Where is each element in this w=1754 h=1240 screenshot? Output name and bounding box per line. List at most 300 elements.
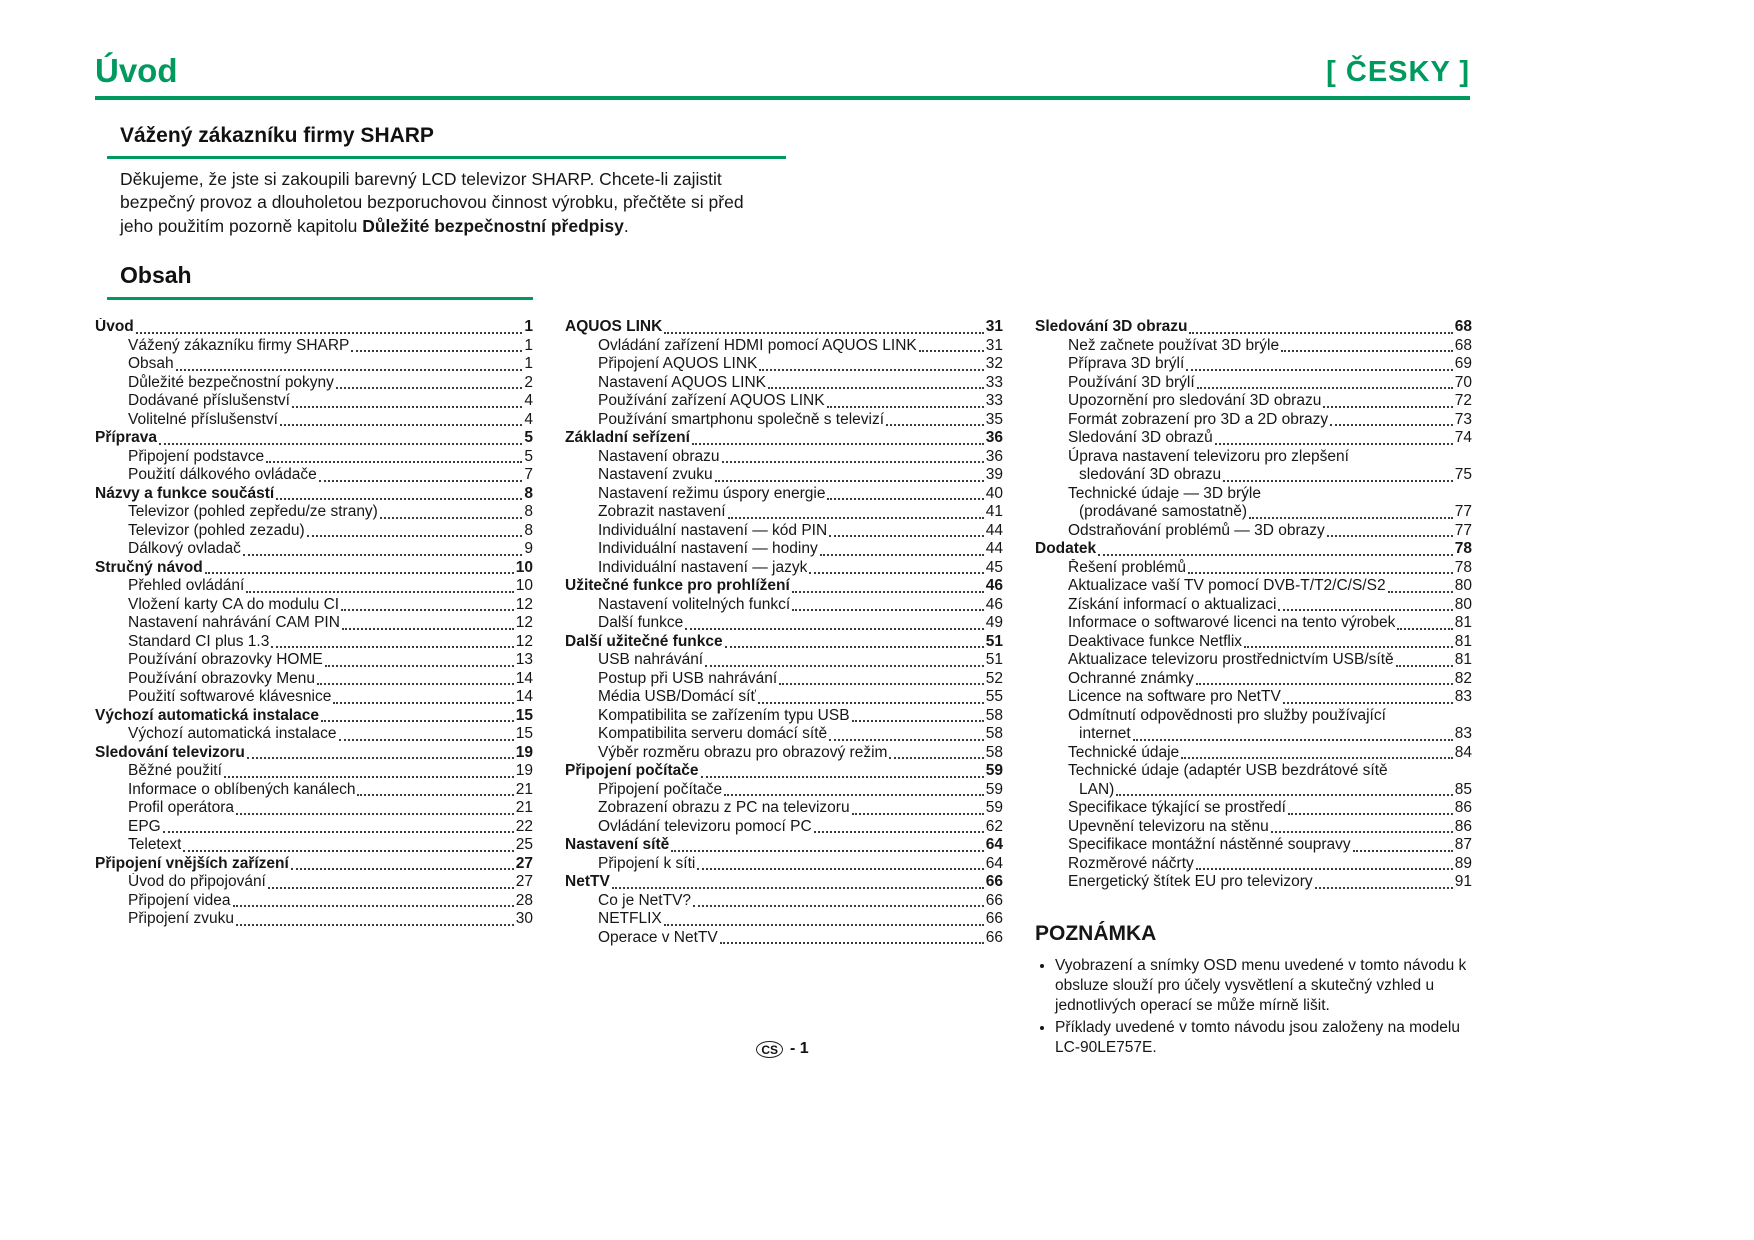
toc-page-number: 1 [524,355,533,373]
dot-leader [1197,387,1453,389]
toc-entry [95,596,533,615]
toc-page-number: 51 [985,651,1003,669]
toc-entry-label: Připojení zvuku [128,910,234,928]
dot-leader [292,406,522,408]
dot-leader [1388,591,1453,593]
toc-entry [565,670,1003,689]
toc-page-number: 44 [985,521,1003,539]
toc-underline [107,297,533,300]
toc-page-number: 40 [985,484,1003,502]
toc-page-number: 8 [524,521,533,539]
toc-page-number: 31 [985,318,1003,336]
toc-entry [565,355,1003,374]
toc-entry-label: Upevnění televizoru na stěnu [1068,817,1269,835]
toc-page-number: 69 [1454,355,1472,373]
toc-entry-label: Běžné použití [128,762,222,780]
toc-entry [565,411,1003,430]
toc-entry-label: Informace o softwarové licenci na tento výrobek [1068,614,1396,632]
toc-entry-label: Připojení podstavce [128,447,265,465]
toc-page-number: 64 [985,836,1003,854]
dot-leader [247,757,514,759]
dot-leader [271,646,513,648]
toc-entry [1035,873,1472,892]
toc-page-number: 72 [1454,392,1472,410]
toc-entry-label: Používání smartphonu společně s televizí [598,410,885,428]
toc-entry-label: EPG [128,817,161,835]
toc-entry [95,411,533,430]
dot-leader [1353,850,1453,852]
toc-entry-label: Televizor (pohled zezadu) [128,521,305,539]
dot-leader [725,646,984,648]
dot-leader [1186,369,1452,371]
dot-leader [814,831,984,833]
toc-entry-line1: Odmítnutí odpovědnosti pro služby používající [1068,706,1386,724]
dot-leader [1189,332,1452,334]
toc-entry-label: Používání obrazovky HOME [128,651,323,669]
toc-entry-label: Upozornění pro sledování 3D obrazu [1068,392,1322,410]
dot-leader [664,332,983,334]
toc-entry [1035,651,1472,670]
toc-entry-label: sledování 3D obrazu [1079,466,1222,484]
toc-entry [95,614,533,633]
toc-page-number: 22 [515,817,533,835]
dot-leader [720,942,984,944]
dot-leader [321,720,514,722]
dot-leader [246,591,513,593]
toc-entry-label: Nastavení volitelných funkcí [598,595,791,613]
toc-page-number: 87 [1454,836,1472,854]
dot-leader [671,850,984,852]
toc-entry [95,522,533,541]
dot-leader [233,905,514,907]
dot-leader [692,443,984,445]
dot-leader [693,905,984,907]
toc-entry [565,725,1003,744]
note-bullet: • Vyobrazení a snímky OSD menu uvedené v tomto návodu k obsluze slouží pro účely vysvětlení a skutečný vzhled u jednotlivých operací se může mírně lišit. [1055,956,1472,1016]
toc-page-number: 1 [524,318,533,336]
toc-entry-label: Důležité bezpečnostní pokyny [128,373,334,391]
toc-page-number: 84 [1454,743,1472,761]
toc-entry [565,466,1003,485]
intro-bold-phrase: Důležité bezpečnostní předpisy [362,215,624,236]
toc-page-number: 27 [515,873,533,891]
dot-leader [236,813,514,815]
toc-page-number: 86 [1454,799,1472,817]
toc-entry-label: Zobrazit nastavení [598,503,726,521]
toc-entry [95,429,533,448]
dot-leader [1396,665,1453,667]
toc-page-number: 59 [985,780,1003,798]
toc-entry-label: (prodávané samostatně) [1079,503,1248,521]
toc-entry [95,448,533,467]
toc-entry-label: Použití softwarové klávesnice [128,688,332,706]
toc-page-number: 14 [515,669,533,687]
intro-heading: Vážený zákazníku firmy SHARP [120,123,434,147]
dot-leader [1133,739,1453,741]
toc-entry [95,781,533,800]
dot-leader [1281,350,1453,352]
toc-entry-label: Připojení AQUOS LINK [598,355,758,373]
dot-leader [276,498,522,500]
toc-page-number: 10 [515,577,533,595]
toc-page-number: 80 [1454,595,1472,613]
toc-entry-label: Stručný návod [95,558,203,576]
dot-leader [758,702,983,704]
toc-page-number: 19 [515,762,533,780]
toc-entry [565,503,1003,522]
toc-entry-label: Ochranné známky [1068,669,1194,687]
toc-page-number: 55 [985,688,1003,706]
toc-section-head [107,262,1470,300]
toc-page-number: 36 [985,429,1003,447]
dot-leader [205,572,514,574]
note-section [1035,922,1472,1058]
toc-entry-label: Ovládání zařízení HDMI pomocí AQUOS LINK [598,336,917,354]
toc-page-number: 51 [985,632,1003,650]
toc-page-number: 30 [515,910,533,928]
toc-page-number: 85 [1454,780,1472,798]
dot-leader [829,739,984,741]
toc-entry [95,651,533,670]
dot-leader [307,535,523,537]
intro-line-3: jeho použitím pozorně kapitolu [120,215,363,236]
dot-leader [183,850,513,852]
toc-entry [95,892,533,911]
dot-leader [380,517,523,519]
toc-entry [1035,818,1472,837]
toc-page-number: 68 [1454,336,1472,354]
dot-leader [1223,480,1453,482]
toc-entry [1035,596,1472,615]
toc-entry-label: Kompatibilita serveru domácí sítě [598,725,828,743]
dot-leader [1098,554,1453,556]
toc-page-number: 12 [515,632,533,650]
toc-entry [565,873,1003,892]
toc-entry-line1: Technické údaje — 3D brýle [1068,484,1261,502]
toc-page-number: 66 [985,928,1003,946]
toc-entry-label: Nastavení nahrávání CAM PIN [128,614,340,632]
toc-entry [95,855,533,874]
toc-entry-label: Dodávané příslušenství [128,392,290,410]
dot-leader [1196,683,1453,685]
toc-entry [95,688,533,707]
table-of-contents [95,318,1470,1060]
toc-column-1 [95,318,533,1060]
dot-leader [268,887,514,889]
dot-leader [724,794,984,796]
dot-leader [852,720,984,722]
toc-entry-label: Individuální nastavení — hodiny [598,540,818,558]
page-header [95,54,1470,100]
toc-entry-label: Než začnete používat 3D brýle [1068,336,1280,354]
toc-entry-label: Používání zařízení AQUOS LINK [598,392,825,410]
dot-leader [1188,572,1453,574]
toc-page-number: 4 [524,392,533,410]
toc-entry-label: Použití dálkového ovládače [128,466,317,484]
toc-page-number: 25 [515,836,533,854]
toc-entry-label: Energetický štítek EU pro televizory [1068,873,1313,891]
dot-leader [1330,424,1453,426]
dot-leader [351,350,522,352]
toc-entry [565,577,1003,596]
toc-page-number: 12 [515,614,533,632]
dot-leader [317,683,514,685]
toc-entry-label: Získání informací o aktualizaci [1068,595,1277,613]
toc-entry-label: Výchozí automatická instalace [128,725,337,743]
dot-leader [325,665,514,667]
dot-leader [291,868,514,870]
toc-entry-label: Nastavení režimu úspory energie [598,484,826,502]
toc-entry [1035,466,1472,485]
toc-entry-label: Řešení problémů [1068,558,1187,576]
dot-leader [1288,813,1453,815]
dot-leader [820,554,984,556]
toc-entry [95,633,533,652]
toc-column-3-entries [1035,318,1472,892]
toc-entry-label: Používání obrazovky Menu [128,669,315,687]
note-bullet: • Příklady uvedené v tomto návodu jsou založeny na modelu LC-90LE757E. [1055,1018,1472,1058]
dot-leader [1271,831,1453,833]
toc-entry [1035,522,1472,541]
toc-page-number: 41 [985,503,1003,521]
toc-entry [1035,503,1472,522]
toc-entry [565,337,1003,356]
toc-entry [1035,392,1472,411]
toc-entry [1035,374,1472,393]
toc-page-number: 10 [515,558,533,576]
toc-entry-label: Zobrazení obrazu z PC na televizoru [598,799,850,817]
toc-page-number: 33 [985,392,1003,410]
dot-leader [1278,609,1452,611]
toc-page-number: 8 [524,484,533,502]
toc-entry [95,318,533,337]
intro-underline [107,156,786,159]
toc-entry-label: Aktualizace vaší TV pomocí DVB-T/T2/C/S/S2 [1068,577,1386,595]
toc-page-number: 28 [515,891,533,909]
dot-leader [1283,702,1453,704]
dot-leader [266,461,522,463]
toc-page-number: 35 [985,410,1003,428]
toc-page-number: 19 [515,743,533,761]
toc-entry-label: Nastavení sítě [565,836,670,854]
toc-entry [95,485,533,504]
toc-page-number: 14 [515,688,533,706]
toc-heading: Obsah [120,262,192,289]
intro-line-2: bezpečný provoz a dlouholetou bezporuchovou činnost výrobku, přečtěte si před [120,192,744,213]
toc-entry-label: Nastavení zvuku [598,466,713,484]
toc-entry [95,873,533,892]
toc-entry [95,559,533,578]
toc-entry-label: LAN) [1079,780,1115,798]
toc-entry-label: AQUOS LINK [565,318,663,336]
toc-entry [565,744,1003,763]
toc-entry [1035,781,1472,800]
toc-page-number: 1 [524,336,533,354]
toc-entry-label: Deaktivace funkce Netflix [1068,632,1243,650]
toc-page-number: 31 [985,336,1003,354]
toc-entry [565,651,1003,670]
toc-page-number: 64 [985,854,1003,872]
toc-entry [565,818,1003,837]
dot-leader [1196,868,1453,870]
toc-entry [95,818,533,837]
toc-page-number: 44 [985,540,1003,558]
toc-entry-label: Příprava [95,429,158,447]
dot-leader [341,609,514,611]
toc-page-number: 83 [1454,725,1472,743]
toc-entry-label: Základní seřízení [565,429,690,447]
dot-leader [1249,517,1453,519]
toc-entry [95,707,533,726]
toc-entry-label: Vážený zákazníku firmy SHARP [128,336,350,354]
dot-leader [779,683,984,685]
toc-page-number: 58 [985,743,1003,761]
toc-entry-label: USB nahrávání [598,651,704,669]
toc-page-number: 81 [1454,614,1472,632]
dot-leader [1181,757,1453,759]
toc-entry [565,614,1003,633]
dot-leader [886,424,984,426]
toc-column-3 [1035,318,1472,1060]
toc-entry-label: Postup při USB nahrávání [598,669,778,687]
toc-entry [1035,355,1472,374]
toc-entry-label: Připojení počítače [598,780,723,798]
toc-page-number: 46 [985,595,1003,613]
toc-entry-label: Další funkce [598,614,684,632]
toc-entry [565,836,1003,855]
toc-entry-label: Licence na software pro NetTV [1068,688,1281,706]
dot-leader [829,535,984,537]
dot-leader [1244,646,1453,648]
toc-page-number: 49 [985,614,1003,632]
dot-leader [319,480,523,482]
toc-entry-label: Obsah [128,355,174,373]
toc-page-number: 58 [985,725,1003,743]
dot-leader [339,739,514,741]
toc-entry-label: Technické údaje [1068,743,1180,761]
toc-entry [565,596,1003,615]
toc-entry-label: Specifikace montážní nástěnné soupravy [1068,836,1351,854]
toc-entry [95,910,533,929]
toc-page-number: 13 [515,651,533,669]
toc-page-number: 15 [515,725,533,743]
toc-entry-label: Specifikace týkající se prostředí [1068,799,1286,817]
toc-entry [1035,725,1472,744]
toc-page-number: 73 [1454,410,1472,428]
toc-entry [1035,429,1472,448]
toc-page-number: 91 [1454,873,1472,891]
dot-leader [722,461,984,463]
footer-page-number: - 1 [789,1040,809,1057]
toc-page-number: 89 [1454,854,1472,872]
dot-leader [176,369,523,371]
toc-entry-label: NetTV [565,873,610,891]
dot-leader [768,387,984,389]
toc-entry-label: Sledování 3D obrazu [1035,318,1188,336]
intro-line-1: Děkujeme, že jste si zakoupili barevný LCD televizor SHARP. Chcete-li zajistit [120,168,722,189]
toc-entry-label: Operace v NetTV [598,928,718,946]
toc-entry [1035,540,1472,559]
toc-entry [95,503,533,522]
toc-entry-label: Individuální nastavení — jazyk [598,558,808,576]
dot-leader [827,498,983,500]
toc-entry-label: Další užitečné funkce [565,632,723,650]
toc-entry [1035,411,1472,430]
toc-page-number: 62 [985,817,1003,835]
toc-page-number: 70 [1454,373,1472,391]
toc-entry [95,725,533,744]
toc-entry-label: Co je NetTV? [598,891,692,909]
toc-entry-label: internet [1079,725,1131,743]
toc-page-number: 27 [515,854,533,872]
toc-entry-label: Názvy a funkce součástí [95,484,275,502]
toc-entry [95,670,533,689]
dot-leader [136,332,523,334]
toc-page-number: 39 [985,466,1003,484]
footer-page-indicator [95,1040,1470,1058]
toc-page-number: 21 [515,780,533,798]
toc-page-number: 74 [1454,429,1472,447]
dot-leader [889,757,983,759]
toc-entry-label: Rozměrové náčrty [1068,854,1194,872]
toc-entry [95,355,533,374]
dot-leader [1327,535,1453,537]
toc-entry [565,448,1003,467]
toc-entry [1035,744,1472,763]
toc-entry [1035,577,1472,596]
toc-page-number: 46 [985,577,1003,595]
intro-paragraph: Děkujeme, že jste si zakoupili barevný LCD televizor SHARP. Chcete-li zajistit bezpečný provoz a dlouholetou bezporuchovou činnost výrobku, přečtěte si před jeho použitím pozorně kapitolu Důležité bezpečnostní předpisy. [120,168,744,236]
toc-entry [565,559,1003,578]
toc-entry [565,688,1003,707]
toc-entry [95,540,533,559]
toc-column-2 [565,318,1003,1060]
toc-page-number: 68 [1454,318,1472,336]
dot-leader [163,831,514,833]
toc-entry-label: Televizor (pohled zepředu/ze strany) [128,503,378,521]
dot-leader [159,443,522,445]
toc-entry [565,318,1003,337]
toc-entry [565,799,1003,818]
toc-entry-label: Kompatibilita se zařízením typu USB [598,706,850,724]
toc-entry-label: Připojení videa [128,891,231,909]
toc-page-number: 81 [1454,632,1472,650]
toc-page-number: 4 [524,410,533,428]
toc-page-number: 33 [985,373,1003,391]
toc-entry [565,633,1003,652]
dot-leader [1315,887,1453,889]
toc-page-number: 66 [985,891,1003,909]
toc-page-number: 83 [1454,688,1472,706]
toc-entry-label: Volitelné příslušenství [128,410,278,428]
toc-entry [1035,318,1472,337]
toc-page-number: 66 [985,910,1003,928]
toc-entry [565,522,1003,541]
dot-leader [715,480,984,482]
toc-entry-label: Výchozí automatická instalace [95,706,319,724]
toc-entry-label: NETFLIX [598,910,662,928]
toc-entry-label: Úvod do připojování [128,873,266,891]
dot-leader [827,406,984,408]
toc-entry [565,429,1003,448]
toc-entry-label: Teletext [128,836,182,854]
toc-page-number: 12 [515,595,533,613]
toc-entry-label: Příprava 3D brýlí [1068,355,1185,373]
dot-leader [336,387,522,389]
toc-entry-label: Individuální nastavení — kód PIN [598,521,828,539]
toc-entry [565,392,1003,411]
toc-entry-label: Připojení počítače [565,762,699,780]
